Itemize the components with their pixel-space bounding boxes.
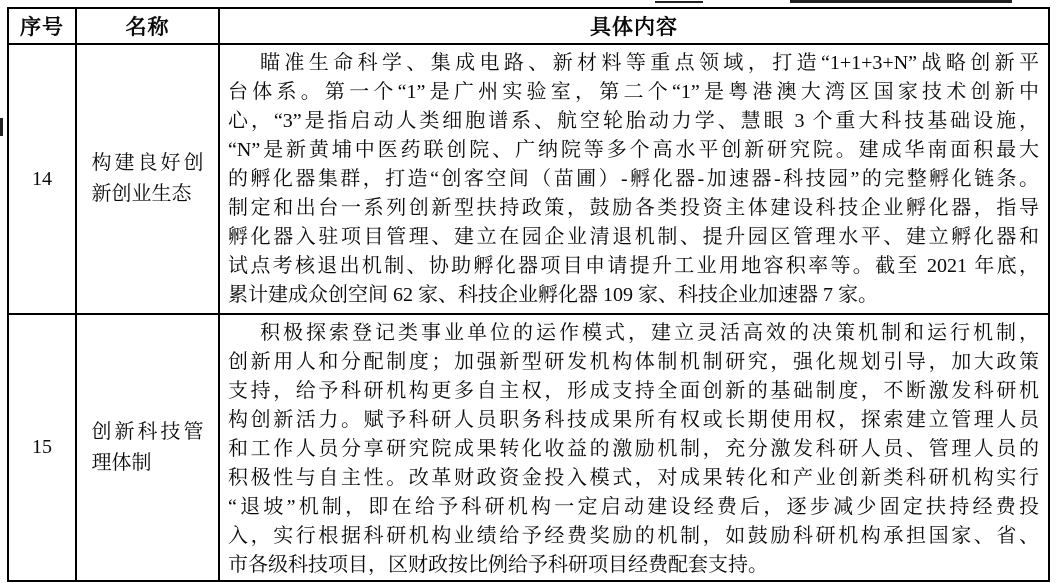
- content-line: 台体系。第一个“1”是广州实验室，第二个“1”是粤港澳大湾区国家技术创新中: [228, 81, 1039, 103]
- content-line: “N”是新黄埔中医药联创院、广纳院等多个高水平创新研究院。建成华南面积最大: [228, 139, 1039, 161]
- content-line: 瞄准生命科学、集成电路、新材料等重点领域，打造“1+1+3+N”战略创新平: [260, 52, 1039, 74]
- scan-artifact: [790, 0, 1012, 3]
- content-line: 心，“3”是指启动人类细胞谱系、航空轮胎动力学、慧眼 3 个重大科技基础设施，: [228, 110, 1039, 132]
- row-name: 创新科技管理体制: [91, 420, 204, 474]
- content-line: 和工作人员分享研究院成果转化收益的激励机制，充分激发科研人员、管理人员的: [228, 438, 1039, 460]
- content-line: 市各级科技项目，区财政按比例给予科研项目经费配套支持。: [228, 554, 768, 576]
- row-content: [220, 315, 1048, 580]
- header-cell-index: 序号: [8, 8, 76, 44]
- table-row: [8, 44, 1049, 314]
- content-line: 的孵化器集群，打造“创客空间（苗圃）-孵化器-加速器-科技园”的完整孵化链条。: [228, 168, 1039, 190]
- scan-artifact: [655, 1, 703, 3]
- row-index: 15: [8, 314, 76, 581]
- content-line: 累计建成众创空间 62 家、科技企业孵化器 109 家、科技企业加速器 7 家。: [228, 284, 878, 306]
- content-line: 试点考核退出机制、协助孵化器项目申请提升工业用地容积率等。截至 2021 年底，: [228, 255, 1039, 277]
- row-name-cell: [76, 314, 219, 581]
- content-line: 构创新活力。赋予科研人员职务科技成果所有权或长期使用权，探索建立管理人员: [228, 409, 1039, 431]
- content-line: 积极探索登记类事业单位的运作模式，建立灵活高效的决策机制和运行机制，: [260, 322, 1039, 344]
- row-content-cell: [219, 44, 1049, 314]
- header-cell-content: 具体内容: [219, 8, 1049, 44]
- scan-artifact: [0, 118, 3, 136]
- content-line: 制定和出台一系列创新型扶持政策，鼓励各类投资主体建设科技企业孵化器，指导: [228, 197, 1039, 219]
- header-cell-name: 名称: [76, 8, 219, 44]
- table-row: [8, 314, 1049, 581]
- content-line: 孵化器入驻项目管理、建立在园企业清退机制、提升园区管理水平、建立孵化器和: [228, 226, 1039, 248]
- row-content: [220, 45, 1048, 310]
- content-line: “退坡”机制，即在给予科研机构一定启动建设经费后，逐步减少固定扶持经费投: [228, 496, 1039, 518]
- measures-table: [7, 7, 1050, 582]
- table-header-row: [8, 8, 1049, 44]
- content-line: 支持，给予科研机构更多自主权，形成支持全面创新的基础制度，不断激发科研机: [228, 380, 1039, 402]
- row-index: 14: [8, 44, 76, 314]
- row-content-cell: [219, 314, 1049, 581]
- content-line: 积极性与自主性。改革财政资金投入模式，对成果转化和产业创新类科研机构实行: [228, 467, 1039, 489]
- content-line: 入，实行根据科研机构业绩给予经费奖励的机制，如鼓励科研机构承担国家、省、: [228, 525, 1039, 547]
- row-name-cell: [76, 44, 219, 314]
- row-name: 构建良好创新创业生态: [91, 152, 204, 205]
- content-line: 创新用人和分配制度；加强新型研发机构体制机制研究，强化规划引导，加大政策: [228, 351, 1039, 373]
